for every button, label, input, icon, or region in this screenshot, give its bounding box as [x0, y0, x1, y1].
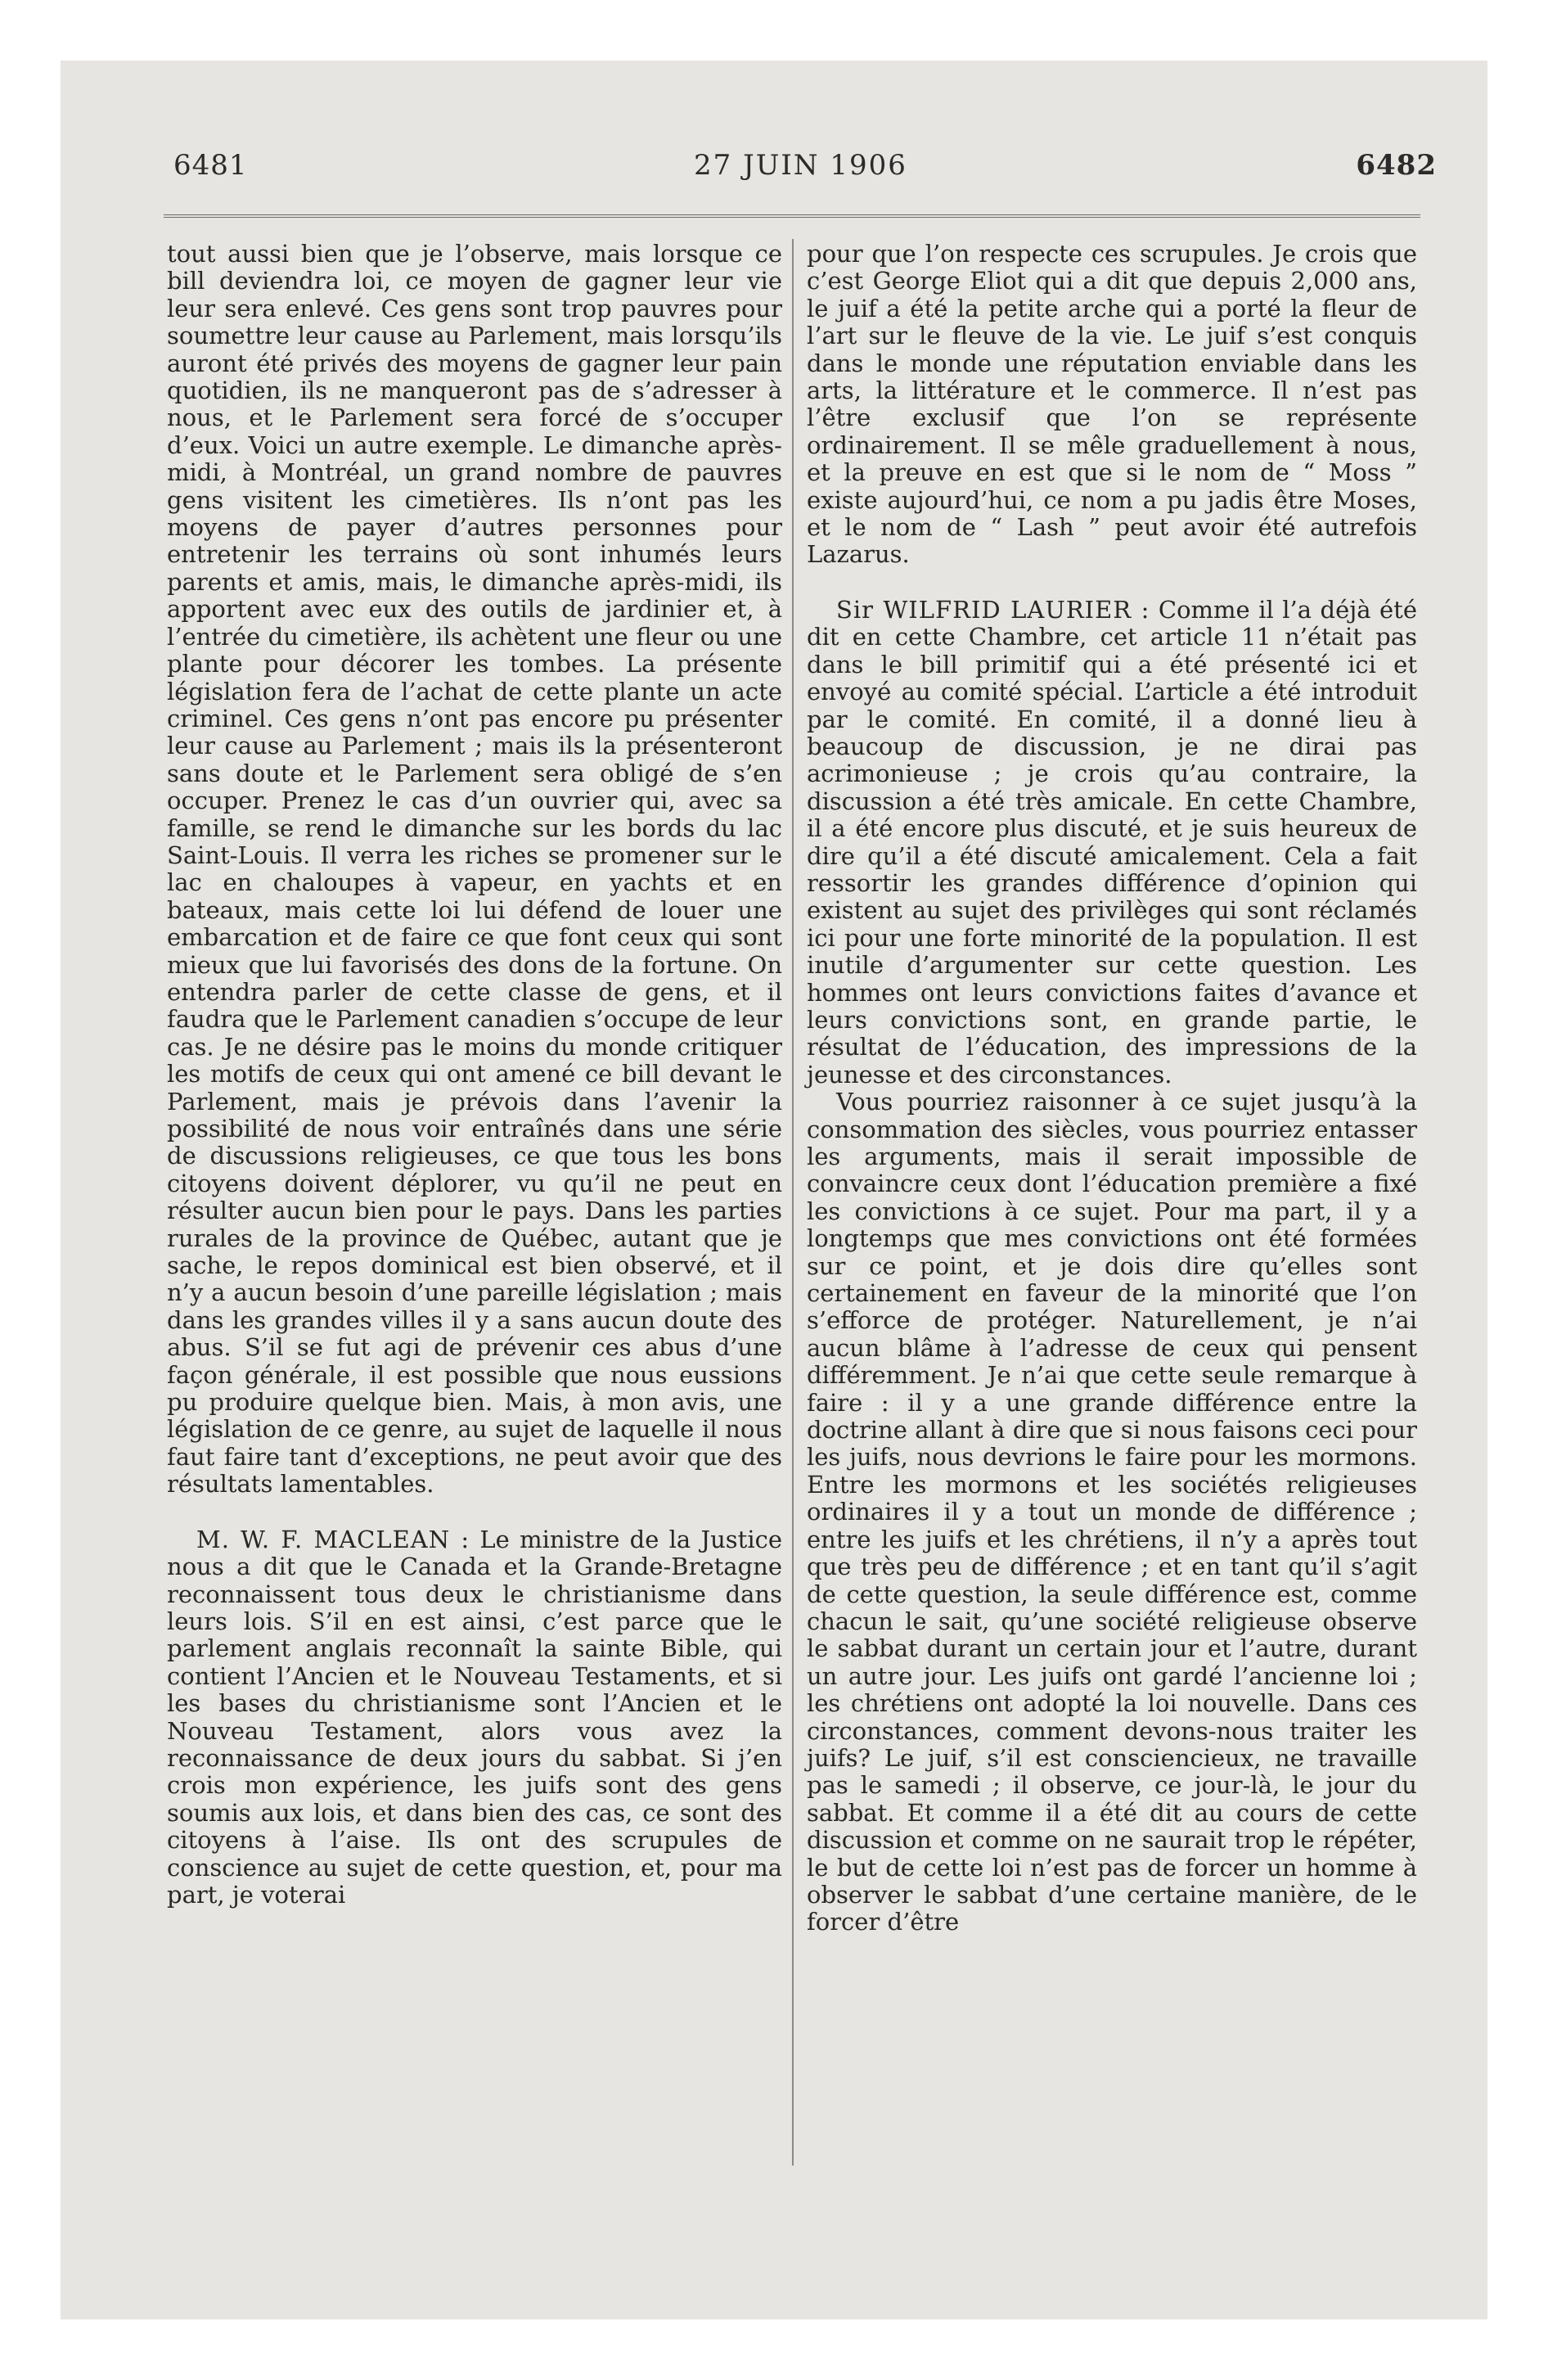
paragraph: pour que l’on respecte ces scrupules. Je crois que c’est George Eliot qui a dit que depuis 2,000 ans, le juif a été la petite arche qui a porté la fleur de l’art sur le fleuve de la vie. Le juif s’est conquis dans le monde une réputation enviable dans les arts, la littérature et le commerce. Il n’est pas l’être exclusif que l’on se représente ordinairement. Il se mêle graduellement à nous, et la preuve en est que si le nom de “ Moss ” existe aujourd’hui, ce nom a pu jadis être Moses, et le nom de “ Lash ” peut avoir été autrefois Lazarus. — [807, 240, 1417, 569]
page-number-right: 6482 — [1356, 149, 1437, 182]
left-column — [167, 241, 782, 1909]
speech-text: Comme il l’a déjà été dit en cette Chambre, cet article 11 n’était pas dans le bill primitif qui a été présenté ici et envoyé au comité spécial. L’article a été introduit par le comité. En comité, il a donné lieu à beaucoup de discussion, je ne dirai pas acrimonieuse ; je crois qu’au contraire, la discussion a été très amicale. En cette Chambre, il a été encore plus discuté, et je suis heureux de dire qu’il a été discuté amicalement. Cela a fait ressortir les grandes différence d’opinion qui existent au sujet des privilèges qui sont réclamés ici pour une forte minorité de la population. Il est inutile d’argumenter sur cette question. Les hommes ont leurs convictions faites d’avance et leurs convictions sont, en grande partie, le résultat de l’éducation, des impressions de la jeunesse et des circonstances. — [807, 595, 1417, 1089]
header-rule — [164, 214, 1420, 218]
paragraph: Vous pourriez raisonner à ce sujet jusqu’à la consommation des siècles, vous pourriez entasser les arguments, mais il serait impossible de convaincre ceux dont l’éducation première a fixé les convictions à ce sujet. Pour ma part, il y a longtemps que mes convictions ont été formées sur ce point, et je dois dire qu’elles sont certainement en faveur de la minorité que l’on s’efforce de protéger. Naturellement, je n’ai aucun blâme à l’adresse de ceux qui pensent différemment. Je n’ai que cette seule remarque à faire : il y a une grande différence entre la doctrine allant à dire que si nous faisons ceci pour les juifs, nous devrions le faire pour les mormons. Entre les mormons et les sociétés religieuses ordinaires il y a tout un monde de différence ; entre les juifs et les chrétiens, il n’y a après tout que très peu de différence ; et en tant qu’il s’agit de cette question, la seule différence est, comme chacun le sait, qu’une société religieuse observe le sabbat durant un certain jour et l’autre, durant un autre jour. Les juifs ont gardé l’ancienne loi ; les chrétiens ont adopté la loi nouvelle. Dans ces circonstances, comment devons-nous traiter les juifs? Le juif, s’il est consciencieux, ne travaille pas le samedi ; il observe, ce jour-là, le jour du sabbat. Et comme il a été dit au cours de cette discussion et comme on ne saurait trop le répéter, le but de cette loi n’est pas de forcer un homme à observer le sabbat d’une certaine manière, de le forcer d’être — [807, 1088, 1417, 1936]
speech-text: Le ministre de la Justice nous a dit que le Canada et la Grande-Bretagne reconnaissent tous deux le christianisme dans leurs lois. S’il en est ainsi, c’est parce que le parlement anglais reconnaît la sainte Bible, qui contient l’Ancien et le Nouveau Testaments, et si les bases du christianisme sont l’Ancien et le Nouveau Testament, alors vous avez la reconnaissance de deux jours du sabbat. Si j’en crois mon expérience, les juifs sont des gens soumis aux lois, et dans bien des cas, ce sont des citoyens à l’aise. Ils ont des scrupules de conscience au sujet de cette question, et, pour ma part, je voterai — [167, 1525, 783, 1909]
speaker-name: Sir WILFRID LAURIER : — [836, 595, 1150, 624]
right-column — [807, 241, 1417, 1936]
column-divider — [792, 239, 794, 2166]
paragraph: tout aussi bien que je l’observe, mais lorsque ce bill deviendra loi, ce moyen de gagner leur vie leur sera enlevé. Ces gens sont trop pauvres pour soumettre leur cause au Parlement, mais lorsqu’ils auront été privés des moyens de gagner leur pain quotidien, ils ne manqueront pas de s’adresser à nous, et le Parlement sera forcé de s’occuper d’eux. Voici un autre exemple. Le dimanche après-midi, à Montréal, un grand nombre de pauvres gens visitent les cimetières. Ils n’ont pas les moyens de payer d’autres personnes pour entretenir les terrains où sont inhumés leurs parents et amis, mais, le dimanche après-midi, ils apportent avec eux des outils de jardinier et, à l’entrée du cimetière, ils achètent une fleur ou une plante pour décorer les tombes. La présente législation fera de l’achat de cette plante un acte criminel. Ces gens n’ont pas encore pu présenter leur cause au Parlement ; mais ils la présenteront sans doute et le Parlement sera obligé de s’en occuper. Prenez le cas d’un ouvrier qui, avec sa famille, se rend le dimanche sur les bords du lac Saint-Louis. Il verra les riches se promener sur le lac en chaloupes à vapeur, en yachts et en bateaux, mais cette loi lui défend de louer une embarcation et de faire ce que font ceux qui sont mieux que lui favorisés des dons de la fortune. On entendra parler de cette classe de gens, et il faudra que le Parlement canadien s’occupe de leur cas. Je ne désire pas le moins du monde critiquer les motifs de ceux qui ont amené ce bill devant le Parlement, mais je prévois dans l’avenir la possibilité de nous voir entraînés dans une série de discussions religieuses, ce que tous les bons citoyens doivent déplorer, vu qu’il ne peut en résulter aucun bien pour le pays. Dans les parties rurales de la province de Québec, autant que je sache, le repos dominical est bien observé, et il n’y a aucun besoin d’une pareille législation ; mais dans les grandes villes il y a sans aucun doute des abus. S’il se fut agi de prévenir ces abus d’une façon générale, il est possible que nous eussions pu produire quelque bien. Mais, à mon avis, une législation de ce genre, au sujet de laquelle il nous faut faire tant d’exceptions, ne peut avoir que des résultats lamentables. — [167, 240, 782, 1499]
page-date: 27 JUIN 1906 — [694, 149, 907, 182]
speaker-name: M. W. F. MACLEAN : — [196, 1525, 470, 1553]
paragraph — [807, 597, 1417, 1089]
page-number-left: 6481 — [173, 149, 248, 182]
paragraph — [167, 1526, 782, 1909]
page-header — [111, 149, 1437, 201]
